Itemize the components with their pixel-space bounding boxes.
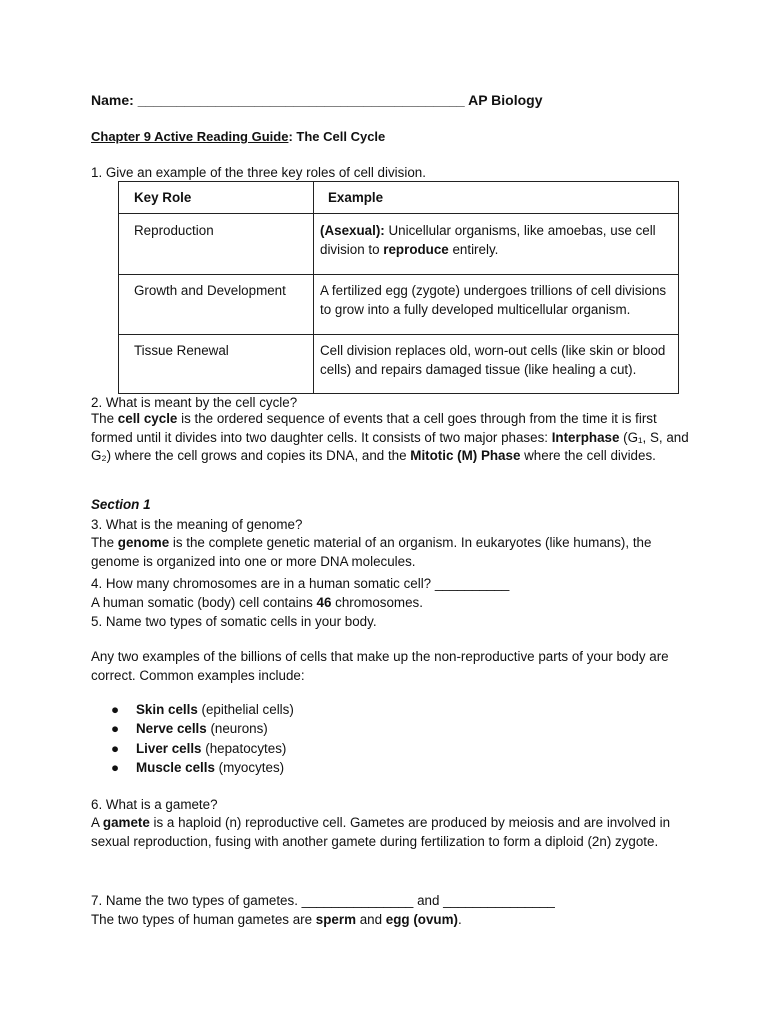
answer-2 xyxy=(91,410,691,466)
chapter-topic: The Cell Cycle xyxy=(292,129,386,144)
answer-4 xyxy=(91,593,691,612)
example-bold-prefix: (Asexual): xyxy=(320,223,385,238)
answer-text: chromosomes. xyxy=(331,595,423,610)
example-text: Unicellular organisms, like amoebas, use cell division to xyxy=(320,223,656,257)
list-item xyxy=(111,719,294,738)
answer-7 xyxy=(91,910,691,929)
bullet-icon: ● xyxy=(111,721,120,737)
table-cell-example xyxy=(314,214,679,275)
example-bold-term: reproduce xyxy=(383,242,449,257)
name-label: Name: xyxy=(91,92,134,108)
list-item xyxy=(111,700,294,719)
question-7: 7. Name the two types of gametes. _______________ and _______________ xyxy=(91,893,555,908)
question-2: 2. What is meant by the cell cycle? xyxy=(91,395,298,410)
answer-term-egg: egg (ovum) xyxy=(385,912,458,927)
answer-text: is the complete genetic material of an organism. In eukaryotes (like humans), the genome is organized into one or more DNA molecules. xyxy=(91,535,652,569)
answer-6 xyxy=(91,814,691,851)
table-row xyxy=(119,275,679,335)
list-item-term: Nerve cells xyxy=(136,721,207,737)
answer-3 xyxy=(91,534,691,571)
list-item-term: Skin cells xyxy=(136,702,198,717)
somatic-cell-list xyxy=(111,700,294,778)
list-item-text: (hepatocytes) xyxy=(201,740,287,756)
answer-number: 46 xyxy=(316,595,332,610)
list-item-text: (neurons) xyxy=(206,721,268,737)
answer-term: genome xyxy=(117,535,170,550)
table-cell-example: Cell division replaces old, worn-out cells (like skin or blood cells) and repairs damaged tissue (like healing a cut). xyxy=(314,335,679,394)
answer-text: A human somatic (body) cell contains xyxy=(91,595,317,610)
answer-text: A xyxy=(91,815,103,830)
table-cell-example: A fertilized egg (zygote) undergoes trillions of cell divisions to grow into a fully developed multicellular organism. xyxy=(314,275,679,335)
table-cell-role: Reproduction xyxy=(119,214,314,275)
name-blank-line: __________________________________________ xyxy=(137,92,465,108)
name-header xyxy=(91,92,543,108)
table-header-row xyxy=(119,182,679,214)
question-3: 3. What is the meaning of genome? xyxy=(91,517,303,532)
table-row xyxy=(119,335,679,394)
answer-5: Any two examples of the billions of cells that make up the non-reproductive parts of your body are correct. Common examples include: xyxy=(91,649,669,683)
answer-text: (G₁, S, and G₂) where the cell grows and copies its DNA, and the xyxy=(91,429,689,464)
answer-text: and xyxy=(356,912,386,927)
list-item xyxy=(111,739,294,758)
section-heading: Section 1 xyxy=(91,497,151,512)
bullet-icon: ● xyxy=(111,740,120,756)
answer-text: where the cell divides. xyxy=(520,448,656,464)
answer-term-interphase: Interphase xyxy=(551,429,620,445)
example-text-end: entirely. xyxy=(448,242,499,257)
table-header-key-role: Key Role xyxy=(119,182,314,214)
list-item-text: (epithelial cells) xyxy=(197,702,294,717)
answer-text: The xyxy=(91,535,118,550)
answer-text: The two types of human gametes are xyxy=(91,912,316,927)
answer-term-mitotic: Mitotic (M) Phase xyxy=(410,448,521,464)
bullet-icon: ● xyxy=(111,760,120,776)
question-6: 6. What is a gamete? xyxy=(91,797,218,812)
question-1: 1. Give an example of the three key roles of cell division. xyxy=(91,165,426,180)
answer-term: cell cycle xyxy=(117,411,178,426)
key-roles-table xyxy=(118,181,679,394)
list-item-term: Liver cells xyxy=(136,740,202,756)
answer-text: is a haploid (n) reproductive cell. Gametes are produced by meiosis and are involved in sexual reproduction, fusing with another gamete during fertilization to form a diploid (2n) zygote. xyxy=(91,815,671,849)
chapter-title xyxy=(91,129,385,144)
table-cell-role: Tissue Renewal xyxy=(119,335,314,394)
list-item xyxy=(111,758,294,777)
table-cell-role: Growth and Development xyxy=(119,275,314,335)
question-5: 5. Name two types of somatic cells in your body. xyxy=(91,614,377,629)
chapter-colon: : xyxy=(288,129,293,144)
list-item-text: (myocytes) xyxy=(214,760,285,776)
question-4: 4. How many chromosomes are in a human somatic cell? __________ xyxy=(91,576,510,591)
table-row xyxy=(119,214,679,275)
guide-title: Chapter 9 Active Reading Guide xyxy=(91,129,289,144)
table-header-example: Example xyxy=(314,182,679,214)
answer-text: The xyxy=(91,411,118,426)
answer-text: is the ordered sequence of events that a cell goes through from the time it is first formed until it divides into two daughter cells. It consists of two major phases: xyxy=(91,411,657,445)
answer-term-sperm: sperm xyxy=(315,912,356,927)
answer-term: gamete xyxy=(102,815,150,830)
course-title: AP Biology xyxy=(468,92,543,108)
bullet-icon: ● xyxy=(111,702,120,717)
answer-text: . xyxy=(457,912,462,927)
list-item-term: Muscle cells xyxy=(136,760,215,776)
